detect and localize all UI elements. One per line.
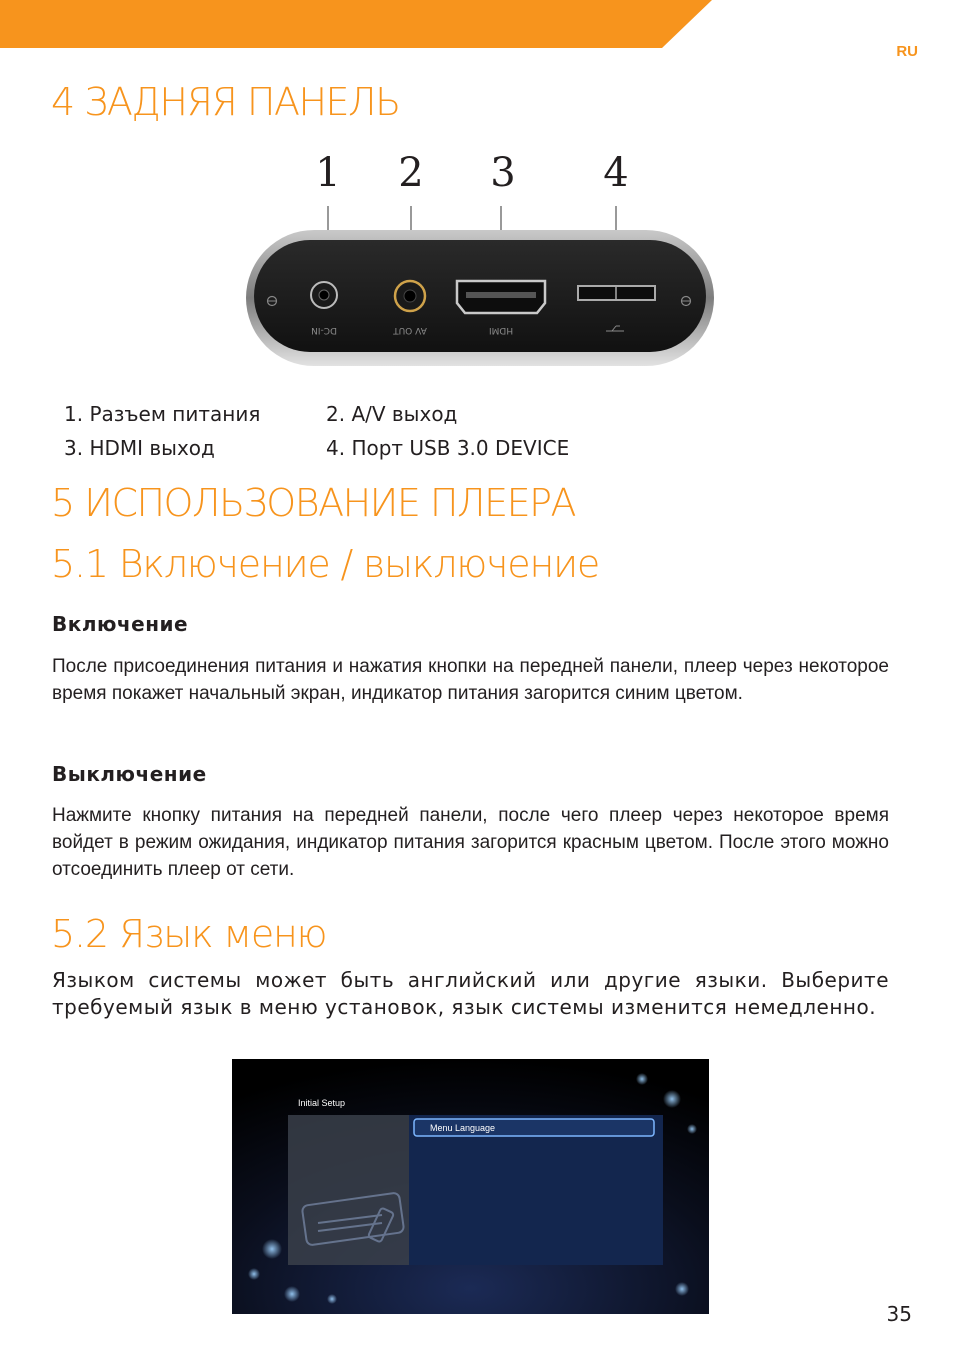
power-off-heading: Выключение [52, 762, 207, 786]
power-off-text: Нажмите кнопку питания на передней панели, после чего плеер через некоторое время войдет в режим ожидания, индикатор питания загорится красным цветом. После этого можно отсоединить плеер от сети. [52, 805, 889, 880]
window-title: Initial Setup [298, 1098, 346, 1108]
page-number: 35 [886, 1302, 912, 1326]
initial-setup-screenshot [232, 1059, 709, 1314]
callout-3: 3 [490, 150, 516, 196]
list-item-4: 4. Порт USB 3.0 DEVICE [326, 436, 570, 460]
port-label-dc-in: DC-IN [311, 325, 337, 335]
list-item-2: 2. A/V выход [326, 402, 458, 426]
power-on-heading: Включение [52, 612, 189, 636]
list-item-1: 1. Разъем питания [64, 402, 261, 426]
section-5-2-title: 5.2 Язык меню [51, 912, 327, 956]
section-5-1-title: 5.1 Включение / выключение [51, 542, 600, 586]
callout-1: 1 [315, 150, 341, 196]
menu-language-label: Menu Language [430, 1123, 496, 1133]
menu-language-text: Языком системы может быть английский или другие языки. Выберите требуемый язык в меню установок, язык системы изменится немедленно. [52, 968, 889, 1019]
list-item-3: 3. HDMI выход [64, 436, 215, 460]
power-on-text: После присоединения питания и нажатия кнопки на передней панели, плеер через некоторое время покажет начальный экран, индикатор питания загорится синим цветом. [52, 656, 889, 704]
port-label-hdmi: HDMI [488, 325, 514, 335]
top-banner [0, 0, 954, 50]
callout-2: 2 [398, 150, 424, 196]
rear-panel-image [244, 148, 716, 380]
language-badge: RU [896, 43, 918, 60]
port-label-av-out: AV OUT [393, 325, 427, 335]
section-5-title: 5 ИСПОЛЬЗОВАНИЕ ПЛЕЕРА [51, 481, 575, 525]
callout-4: 4 [603, 150, 629, 196]
section-4-title: 4 ЗАДНЯЯ ПАНЕЛЬ [51, 80, 400, 124]
